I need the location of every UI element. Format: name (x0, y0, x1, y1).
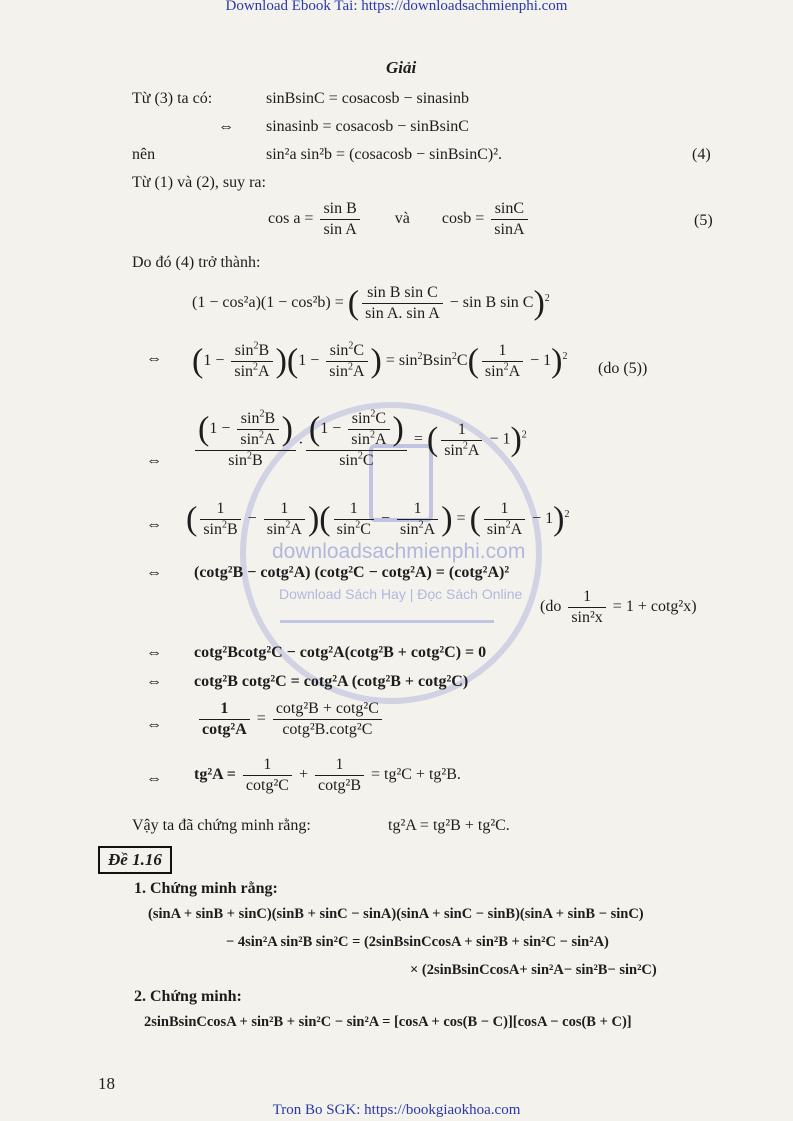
watermark-slogan: Download Sách Hay | Đọc Sách Online (279, 586, 523, 602)
iff-step-4: ⇔ (146, 516, 162, 533)
frac-den: sin A. sin A (365, 305, 440, 322)
step9-left-den: cotg²A (202, 721, 247, 738)
fraction-sinc-sina (491, 200, 527, 239)
frac-den: sin²x (571, 609, 603, 626)
dodo-text: Do đó (4) trở thành: (132, 254, 261, 271)
note-do: (do (540, 598, 562, 616)
note-fraction (568, 588, 605, 627)
part1-line3: × (2sinBsinCcosA+ sin²A− sin²B− sin²C) (410, 962, 657, 978)
iff-step-3: ⇔ (146, 452, 162, 469)
iff-symbol: ⇔ (218, 118, 234, 135)
step-2: (1 − $\frac{\sin^2B}{\sin^2A}$ )(1 − $\frac{\sin^2C}{\sin^2A}$ ) = $\sin^2Bsin^2C$( $\frac{1}{\sin^2A}$ − 1)$^2$ (192, 340, 568, 380)
from12-text: Từ (1) và (2), suy ra: (132, 174, 266, 191)
step10-left: tg²A = (194, 766, 236, 784)
step10-den2: cotg²B (317, 777, 361, 794)
step-10: tg²A = $\frac{1}{\text{cotg²C}}$ + $\frac{1}{\text{cotg²B}}$ = tg²C + tg²B. (194, 756, 461, 794)
step-3: (1 − $\frac{\sin^2B}{\sin^2A}$ ) $\sin^2B$ . (1 − $\frac{\sin^2C}{\sin^2A}$ ) $\sin^2C$ = ( $\frac{1}{\sin^2A}$ − 1)$^2$ (192, 410, 527, 470)
iff-step-2: ⇔ (146, 350, 162, 367)
intro-text: Từ (3) ta có: (132, 90, 213, 107)
frac-num: 1 (568, 588, 605, 608)
iff-step-7: ⇔ (146, 644, 162, 661)
part2-title: 2. Chứng minh: (134, 988, 242, 1005)
equation-1: sinBsinC = cosacosb − sinasinb (266, 90, 469, 107)
step-4: ( $\frac{1}{\sin^2B}$ − $\frac{1}{\sin^2A}$ )( $\frac{1}{\sin^2C}$ − $\frac{1}{\sin^2A}$ ) = ( $\frac{1}{\sin^2A}$ − 1)$^2$ (186, 500, 570, 538)
step-6: (cotg²B − cotg²A) (cotg²C − cotg²A) = (cotg²A)² (194, 564, 510, 581)
frac-den: sinA (494, 221, 525, 238)
header-download-link[interactable]: Download Ebook Tai: https://downloadsachmienphi.com (225, 0, 568, 14)
equation-3: sin²a sin²b = (cosacosb − sinBsinC)². (266, 146, 502, 163)
step10-den1: cotg²C (245, 777, 289, 794)
cosa-label: cos a = (268, 210, 314, 228)
part1-line2: − 4sin²A sin²B sin²C = (2sinBsinCcosA + sin²B + sin²C − sin²A) (226, 934, 609, 950)
equation-5 (268, 200, 531, 239)
footer-sgk-link[interactable]: Tron Bo SGK: https://bookgiaokhoa.com (272, 1102, 521, 1118)
solution-title: Giải (386, 58, 417, 77)
step-8: cotg²B cotg²C = cotg²A (cotg²B + cotg²C) (194, 673, 469, 690)
frac-num: sin B sin C (362, 284, 443, 304)
step1-left: (1 − cos²a)(1 − cos²b) = (192, 294, 344, 312)
step10-rest: = tg²C + tg²B. (370, 766, 461, 784)
frac-den: sin A (323, 221, 357, 238)
note-cotg (540, 588, 697, 627)
va-text: và (394, 210, 410, 228)
step1-fraction (362, 284, 443, 323)
cosb-label: cosb = (441, 210, 485, 228)
part2-line1: 2sinBsinCcosA + sin²B + sin²C − sin²A = [cosA + cos(B − C)][cosA − cos(B + C)] (144, 1014, 632, 1030)
frac-num: sinC (491, 200, 527, 220)
step-9: $\frac{1}{\text{cotg²A}}$ = $\frac{\text{cotg²B + cotg²C}}{\text{cotg²B.cotg²C}}$ (196, 700, 385, 739)
step1-rest: − sin B sin C (449, 294, 534, 312)
part1-title: 1. Chứng minh rằng: (134, 880, 278, 897)
page-number: 18 (98, 1074, 115, 1093)
step9-num: cotg²B + cotg²C (273, 700, 382, 720)
step-1: (1 − cos²a)(1 − cos²b) = ( $\frac{\text{sin B sin C}}{\text{sin A. sin A}}$ − sin B sin C)$^2$ (192, 284, 550, 322)
part1-line1: (sinA + sinB + sinC)(sinB + sinC − sinA)(sinA + sinC − sinB)(sinA + sinB − sinC) (148, 906, 644, 922)
frac-num: sin B (320, 200, 359, 220)
iff-step-8: ⇔ (146, 673, 162, 690)
iff-step-10: ⇔ (146, 770, 162, 787)
note-rest: = 1 + cotg²x) (612, 598, 697, 616)
conclusion-eq: tg²A = tg²B + tg²C. (388, 817, 510, 834)
fraction-sinb-sina (320, 200, 359, 239)
step9-den: cotg²B.cotg²C (282, 721, 373, 738)
nen-text: nên (132, 146, 156, 163)
equation-2: sinasinb = cosacosb − sinBsinC (266, 118, 469, 135)
iff-step-9: ⇔ (146, 716, 162, 733)
iff-step-6: ⇔ (146, 564, 162, 581)
tag-4: (4) (692, 146, 711, 163)
step-7: cotg²Bcotg²C − cotg²A(cotg²B + cotg²C) = 0 (194, 644, 487, 661)
conclusion-text: Vậy ta đã chứng minh rằng: (132, 817, 311, 834)
tag-5: (5) (694, 212, 713, 229)
problem-label: Đề 1.16 (98, 846, 172, 874)
note-do5: (do (5)) (598, 360, 648, 377)
watermark-site: downloadsachmienphi.com (272, 540, 526, 563)
watermark-bar (280, 620, 494, 623)
